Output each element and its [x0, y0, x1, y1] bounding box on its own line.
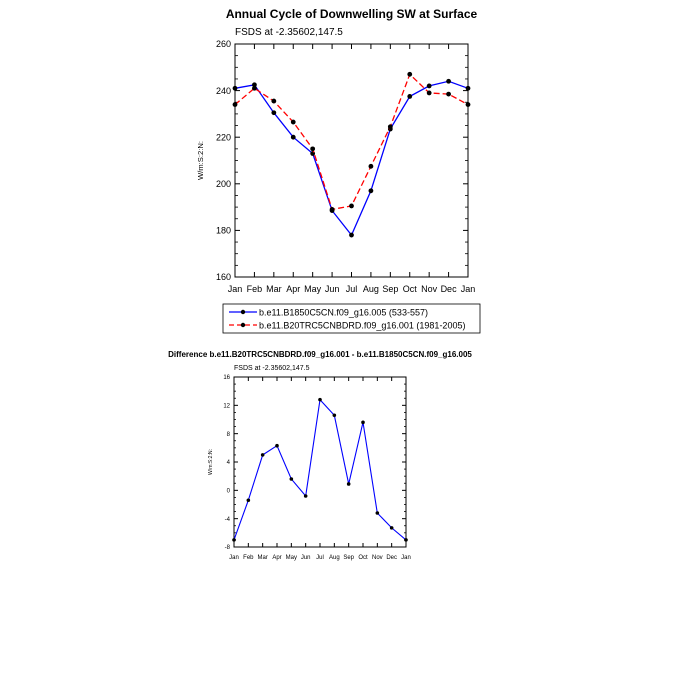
- series-line: [234, 400, 406, 540]
- data-point: [275, 444, 279, 448]
- data-point: [407, 94, 412, 99]
- x-tick-label: Feb: [246, 284, 263, 294]
- x-tick-label: Jul: [316, 555, 324, 561]
- y-tick-label: 160: [215, 272, 231, 283]
- x-tick-label: Oct: [358, 555, 368, 561]
- y-tick-label: 260: [215, 39, 231, 50]
- data-point: [349, 204, 354, 209]
- y-tick-label: 0: [226, 488, 230, 495]
- x-tick-label: Sep: [382, 284, 399, 294]
- chart-1: [196, 7, 480, 333]
- data-point: [304, 494, 308, 498]
- data-point: [232, 538, 236, 542]
- x-tick-label: Feb: [243, 555, 254, 561]
- data-point: [291, 120, 296, 125]
- data-point: [446, 92, 451, 97]
- x-tick-label: Nov: [421, 284, 438, 294]
- y-tick-label: 16: [223, 375, 230, 382]
- plot-frame: [235, 44, 468, 277]
- y-tick-label: -4: [224, 516, 230, 523]
- chart-title: Annual Cycle of Downwelling SW at Surface: [225, 7, 478, 21]
- data-point: [271, 99, 276, 104]
- series-line: [235, 81, 468, 235]
- data-point: [271, 110, 276, 115]
- x-tick-label: Nov: [371, 555, 383, 561]
- data-point: [427, 91, 432, 96]
- series-1: [233, 79, 471, 238]
- x-tick-label: Dec: [440, 284, 457, 294]
- legend-marker: [241, 323, 245, 327]
- data-point: [247, 498, 251, 502]
- y-axis-label: W/m:S:2:N:: [208, 448, 214, 476]
- chart-subtitle: FSDS at -2.35602,147.5: [234, 365, 310, 372]
- x-tick-label: Aug: [328, 555, 340, 561]
- data-point: [407, 72, 412, 77]
- y-tick-label: 4: [226, 460, 230, 467]
- y-axis-label: W/m:S:2:N:: [196, 140, 205, 181]
- y-tick-label: 200: [215, 178, 231, 189]
- x-tick-label: Jul: [345, 284, 358, 294]
- series-2: [233, 72, 471, 212]
- y-tick-label: -8: [224, 545, 230, 552]
- data-point: [376, 511, 380, 515]
- data-point: [390, 526, 394, 530]
- chart-subtitle: FSDS at -2.35602,147.5: [235, 27, 343, 38]
- data-point: [446, 79, 451, 84]
- y-tick-label: 12: [223, 403, 230, 410]
- data-point: [369, 164, 374, 169]
- data-point: [261, 453, 265, 457]
- data-point: [318, 398, 322, 402]
- y-tick-label: 180: [215, 225, 231, 236]
- x-tick-label: Jan: [229, 555, 239, 561]
- data-point: [310, 146, 315, 151]
- series-1: [232, 398, 408, 542]
- data-point: [427, 84, 432, 89]
- data-point: [466, 102, 471, 107]
- y-tick-label: 240: [215, 85, 231, 96]
- data-point: [404, 538, 408, 542]
- x-tick-label: Mar: [266, 284, 282, 294]
- data-point: [333, 413, 337, 417]
- series-line: [235, 74, 468, 209]
- data-point: [349, 233, 354, 238]
- data-point: [290, 477, 294, 481]
- data-point: [291, 135, 296, 140]
- x-tick-label: May: [285, 555, 298, 561]
- x-tick-label: May: [304, 284, 322, 294]
- data-point: [369, 188, 374, 193]
- data-point: [233, 102, 238, 107]
- chart-2: [168, 350, 472, 561]
- x-tick-label: Apr: [272, 555, 282, 561]
- y-tick-label: 220: [215, 132, 231, 143]
- y-tick-label: 8: [226, 431, 230, 438]
- data-point: [388, 124, 393, 129]
- x-tick-label: Mar: [257, 555, 268, 561]
- legend-label: b.e11.B1850C5CN.f09_g16.005 (533-557): [259, 307, 428, 318]
- data-point: [233, 86, 238, 91]
- x-tick-label: Oct: [402, 284, 417, 294]
- legend-marker: [241, 310, 245, 314]
- data-point: [466, 86, 471, 91]
- legend-label: b.e11.B20TRC5CNBDRD.f09_g16.001 (1981-2005): [259, 320, 466, 331]
- legend: [223, 304, 480, 333]
- x-tick-label: Jan: [227, 284, 243, 294]
- chart-title: Difference b.e11.B20TRC5CNBDRD.f09_g16.001 - b.e11.B1850C5CN.f09_g16.005: [168, 350, 472, 359]
- x-tick-label: Jan: [401, 555, 411, 561]
- x-tick-label: Apr: [286, 284, 301, 294]
- x-tick-label: Dec: [386, 555, 398, 561]
- x-tick-label: Jun: [324, 284, 340, 294]
- x-tick-label: Jun: [300, 555, 311, 561]
- data-point: [330, 207, 335, 212]
- data-point: [252, 86, 257, 91]
- data-point: [347, 482, 351, 486]
- x-tick-label: Aug: [362, 284, 379, 294]
- x-tick-label: Jan: [460, 284, 476, 294]
- data-point: [361, 421, 365, 425]
- x-tick-label: Sep: [343, 555, 355, 561]
